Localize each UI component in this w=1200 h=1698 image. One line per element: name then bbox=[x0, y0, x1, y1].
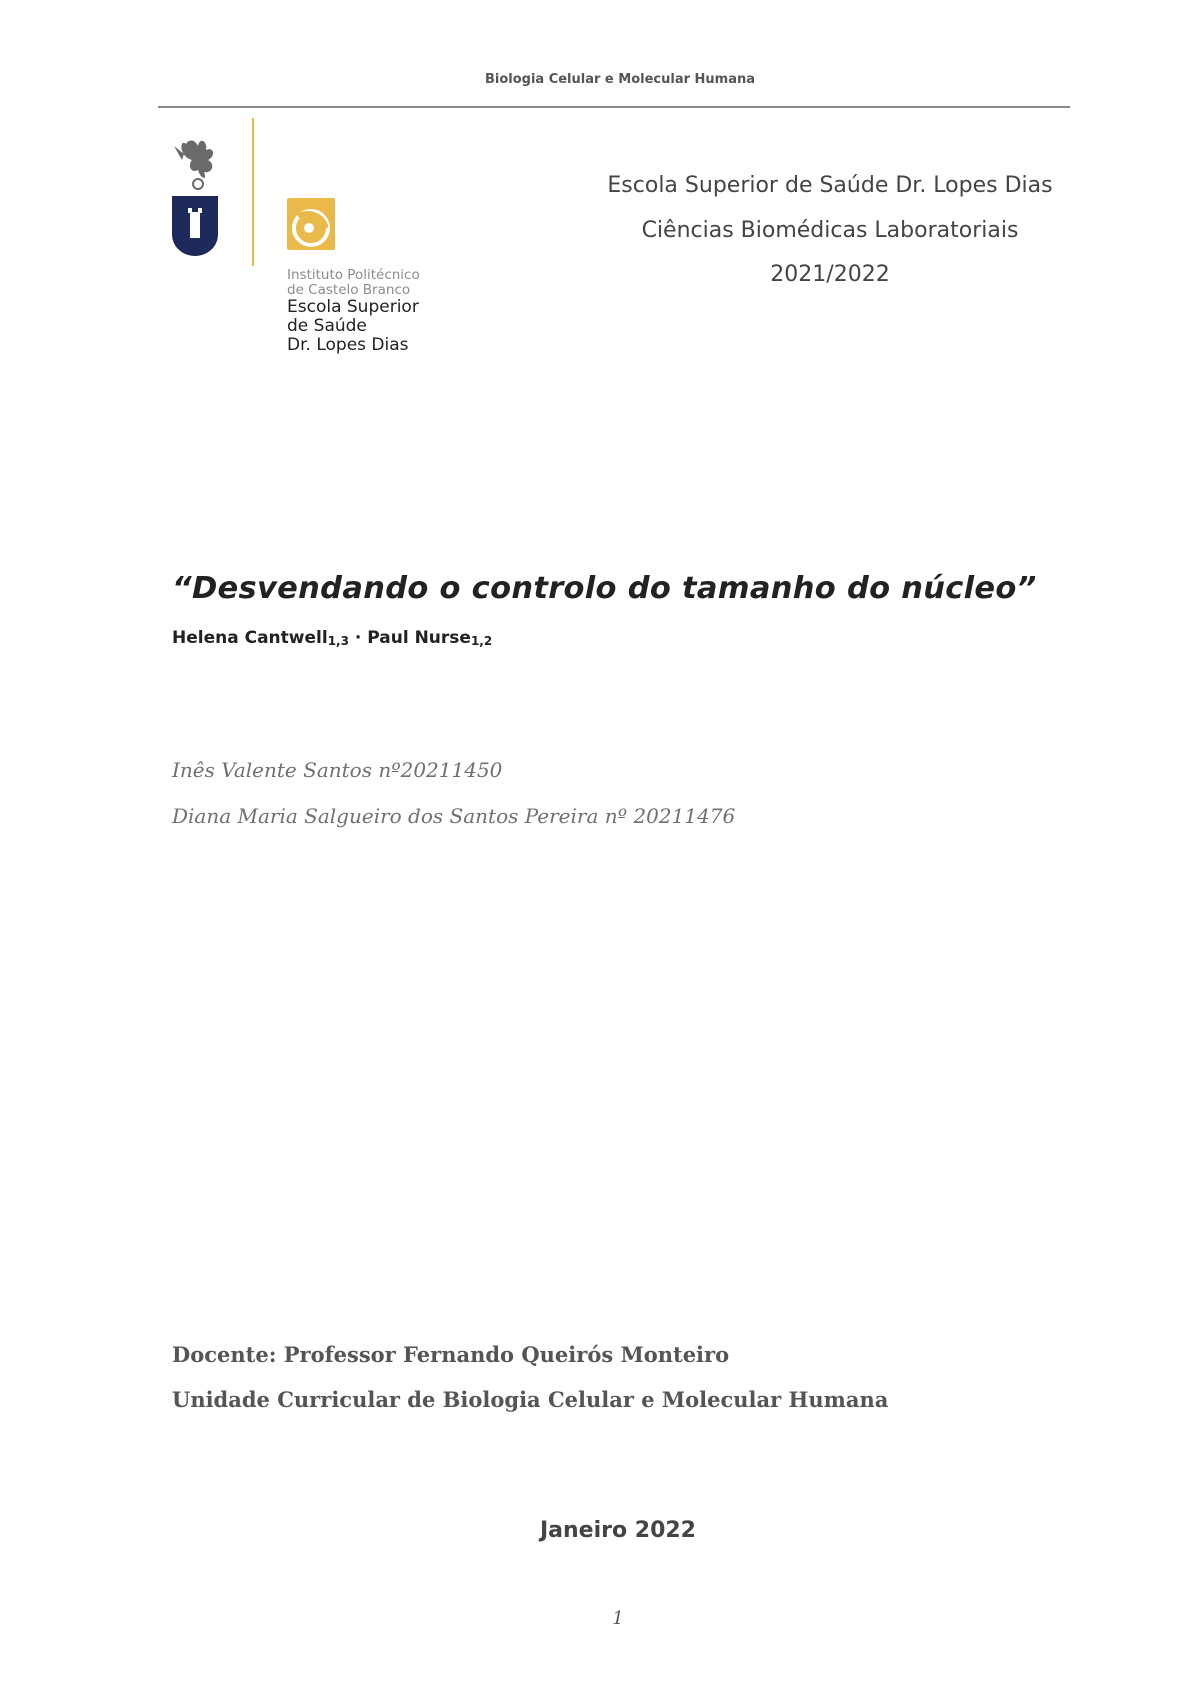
running-header: Biologia Celular e Molecular Humana bbox=[484, 72, 756, 87]
author-name: Helena Cantwell bbox=[172, 628, 328, 648]
institution-line: Instituto Politécnico bbox=[287, 267, 420, 283]
school-info bbox=[595, 168, 1065, 302]
document-title: “Desvendando o controlo do tamanho do núcleo” bbox=[172, 571, 1037, 606]
docente-line: Docente: Professor Fernando Queirós Monteiro bbox=[172, 1342, 730, 1367]
author-separator: · bbox=[348, 628, 368, 648]
article-authors bbox=[172, 628, 492, 648]
institution-name bbox=[287, 268, 420, 355]
author-name: Paul Nurse bbox=[367, 628, 471, 648]
submission-date: Janeiro 2022 bbox=[539, 1518, 696, 1543]
school-name: Escola Superior de Saúde Dr. Lopes Dias bbox=[607, 173, 1053, 198]
institution-line: de Saúde bbox=[287, 316, 367, 336]
student-name: Diana Maria Salgueiro dos Santos Pereira nº 20211476 bbox=[172, 804, 736, 828]
institution-line: Dr. Lopes Dias bbox=[287, 335, 409, 355]
curricular-unit-line: Unidade Curricular de Biologia Celular e Molecular Humana bbox=[172, 1387, 889, 1412]
header-divider bbox=[158, 106, 1070, 108]
institution-line: Escola Superior bbox=[287, 297, 419, 317]
brand-mark-icon bbox=[287, 198, 335, 250]
author-affiliation: 1,2 bbox=[470, 634, 493, 648]
crest-icon bbox=[174, 141, 213, 190]
author-affiliation: 1,3 bbox=[327, 634, 349, 648]
page-number: 1 bbox=[612, 1608, 624, 1629]
logo-emblem-icon bbox=[170, 116, 430, 276]
institution-line: de Castelo Branco bbox=[287, 282, 411, 298]
student-name: Inês Valente Santos nº20211450 bbox=[172, 758, 503, 782]
academic-year: 2021/2022 bbox=[770, 262, 890, 287]
logo-divider bbox=[252, 118, 254, 266]
course-name: Ciências Biomédicas Laboratoriais bbox=[641, 217, 1019, 243]
